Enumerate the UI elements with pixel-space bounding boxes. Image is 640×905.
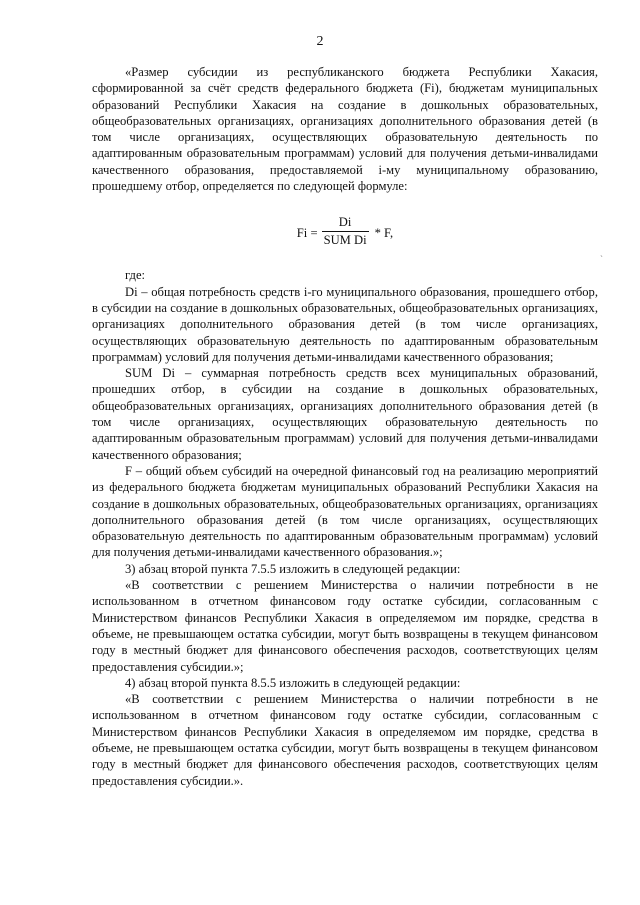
item3-heading: 3) абзац второй пункта 7.5.5 изложить в следующей редакции: (125, 561, 461, 576)
item4-text: «В соответствии с решением Министерства о наличии потребности в не использованном в отчетном финансовом году остатке субсидии, согласованным с Министерством финансов Республики Хакасия в определяемом им порядке, средства в объеме, не превышающем остатка субсидии, могут быть возвращены в текущем финансовом году в местный бюджет для финансового обеспечения расходов, соответствующих целям предоставления субсидии.». (92, 692, 598, 788)
formula-lhs: Fi = (296, 225, 318, 240)
item4-heading: 4) абзац второй пункта 8.5.5 изложить в следующей редакции: (125, 675, 461, 690)
definition-f: F – общий объем субсидий на очередной финансовый год на реализацию мероприятий из федерального бюджета бюджетам муниципальных образований Республики Хакасия на создание в дошкольных образовательных, общеобразовательных организациях, организациях дополнительного образования детей (в том числе организациях, осуществляющих образовательную деятельность по адаптированным образовательным программам) условий для получения детьми-инвалидами качественного образования.»; (92, 463, 598, 560)
definition-sum-di: SUM Di – суммарная потребность средств всех муниципальных образований, прошедших отбор, в субсидии на создание в дошкольных образовательных, общеобразовательных организациях, организациях дополнительного образования детей (в том числе организациях, осуществляющих образовательную деятельность по адаптированным образовательным программам) условий для получения детьми-инвалидами качественного образования; (92, 366, 598, 462)
where-label: где: (125, 268, 146, 283)
page-number: 2 (316, 34, 324, 49)
document-body (92, 64, 598, 789)
subsidy-formula (92, 216, 598, 249)
intro-paragraph: «Размер субсидии из республиканского бюджета Республики Хакасия, сформированной за счёт средств федерального бюджета (Fi), бюджетам муниципальных образований Республики Хакасия на создание в дошкольных образовательных, общеобразовательных организациях, организациях дополнительного образования детей (в том числе организациях, осуществляющих образовательную деятельность по адаптированным образовательным программам) условий для получения детьми-инвалидами качественного образования, предоставляемой i-му муниципальному образованию, прошедшему отбор, определяется по следующей формуле: (92, 65, 598, 194)
formula-tail: * F, (374, 225, 394, 240)
scan-artifact-mark: ` (600, 254, 603, 264)
formula-denominator: SUM Di (323, 233, 367, 248)
definition-di: Di – общая потребность средств i-го муниципального образования, прошедшего отбор, в субсидии на создание в дошкольных образовательных, общеобразовательных организациях, организациях дополнительного образования детей (в том числе организациях, осуществляющих образовательную деятельность по адаптированным образовательным программам) условий для получения детьми-инвалидами качественного образования; (92, 284, 598, 364)
item3-text: «В соответствии с решением Министерства о наличии потребности в не использованном в отчетном финансовом году остатке субсидии, согласованным с Министерством финансов Республики Хакасия в определяемом им порядке, средства в объеме, не превышающем остатка субсидии, могут быть возвращены в текущем финансовом году в местный бюджет для финансового обеспечения расходов, соответствующих целям предоставления субсидии.»; (92, 578, 598, 674)
formula-fraction (322, 215, 369, 248)
formula-numerator: Di (338, 215, 352, 230)
